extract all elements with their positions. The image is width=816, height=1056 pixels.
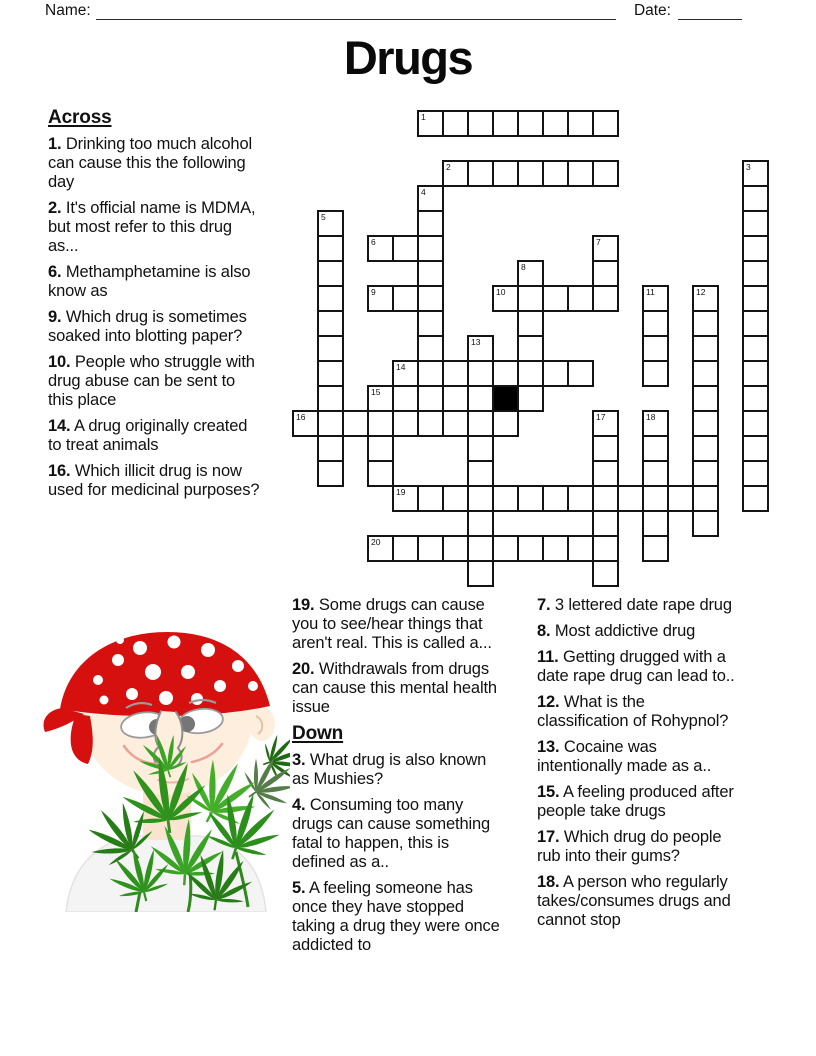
cell-number: 5 [321, 212, 326, 222]
grid-cell [392, 385, 419, 412]
grid-cell [742, 310, 769, 337]
cell-number: 14 [396, 362, 406, 372]
cell-number: 17 [596, 412, 606, 422]
grid-cell [642, 285, 669, 312]
cell-number: 7 [596, 237, 601, 247]
grid-cell [592, 460, 619, 487]
grid-cell [742, 360, 769, 387]
grid-cell [592, 110, 619, 137]
clue-text: What is the classification of Rohypnol? [537, 693, 729, 730]
grid-cell [442, 160, 469, 187]
grid-cell [417, 110, 444, 137]
clue-item [537, 693, 737, 731]
grid-cell [592, 510, 619, 537]
grid-cell [642, 485, 669, 512]
grid-cell [392, 360, 419, 387]
grid-cell [317, 435, 344, 462]
bottom-right-column [537, 596, 737, 937]
grid-cell [417, 260, 444, 287]
clue-number: 2. [48, 199, 62, 217]
grid-cell [517, 260, 544, 287]
page-title: Drugs [343, 31, 473, 84]
grid-cell [467, 510, 494, 537]
grid-cell [517, 160, 544, 187]
cell-number: 6 [371, 237, 376, 247]
cell-number: 1 [421, 112, 426, 122]
grid-cell [642, 310, 669, 337]
grid-cell [692, 285, 719, 312]
across-clues-bottom [292, 596, 504, 717]
down-clues-right [537, 596, 737, 930]
grid-cell [642, 410, 669, 437]
down-header: Down [292, 723, 344, 744]
clue-text: A feeling someone has once they have stopped taking a drug they were once addicted to [292, 879, 500, 954]
grid-cell [442, 410, 469, 437]
date-label: Date: [633, 2, 671, 19]
grid-cell [742, 260, 769, 287]
grid-cell [467, 560, 494, 587]
grid-cell [342, 410, 369, 437]
grid-cell [592, 560, 619, 587]
clue-item [537, 828, 737, 866]
clue-text: Methamphetamine is also know as [48, 263, 251, 300]
grid-cell [292, 410, 319, 437]
clue-number: 15. [537, 783, 560, 801]
clue-number: 3. [292, 751, 306, 769]
clue-text: Which drug is sometimes soaked into blotting paper? [48, 308, 247, 345]
grid-cell [517, 385, 544, 412]
clue-text: A drug originally created to treat animals [48, 417, 248, 454]
cell-number: 18 [646, 412, 656, 422]
clue-number: 1. [48, 135, 62, 153]
clue-text: Cocaine was intentionally made as a.. [537, 738, 712, 775]
clue-text: People who struggle with drug abuse can be sent to this place [48, 353, 255, 409]
grid-cell [317, 385, 344, 412]
clue-item [537, 648, 737, 686]
clue-text: Which drug do people rub into their gums? [537, 828, 722, 865]
grid-cell [542, 110, 569, 137]
grid-cell [467, 335, 494, 362]
grid-cell [642, 335, 669, 362]
clue-number: 13. [537, 738, 560, 756]
grid-cell [317, 210, 344, 237]
grid-cell [417, 410, 444, 437]
grid-cell [592, 435, 619, 462]
grid-cell [617, 485, 644, 512]
clue-number: 6. [48, 263, 62, 281]
grid-cell [542, 360, 569, 387]
clue-item [48, 308, 262, 346]
grid-cell [567, 485, 594, 512]
cell-number: 12 [696, 287, 706, 297]
grid-cell [692, 460, 719, 487]
name-label: Name: [45, 2, 91, 19]
grid-cell [592, 535, 619, 562]
grid-cell [442, 535, 469, 562]
grid-cell [417, 335, 444, 362]
grid-cell [742, 385, 769, 412]
grid-cell [492, 360, 519, 387]
grid-cell [592, 485, 619, 512]
grid-cell [417, 485, 444, 512]
grid-cell [317, 285, 344, 312]
boy-with-bandana-and-cannabis-illustration [40, 612, 290, 912]
clue-text: What drug is also known as Mushies? [292, 751, 487, 788]
clue-number: 7. [537, 596, 551, 614]
clue-number: 14. [48, 417, 71, 435]
clue-text: A feeling produced after people take drugs [537, 783, 734, 820]
grid-cell [417, 385, 444, 412]
grid-cell [492, 285, 519, 312]
grid-cell [392, 285, 419, 312]
cell-number: 3 [746, 162, 751, 172]
grid-cell [317, 360, 344, 387]
grid-cell [692, 310, 719, 337]
grid-cell [317, 260, 344, 287]
grid-cell [692, 385, 719, 412]
across-clues-left [48, 135, 262, 500]
clue-item [48, 417, 262, 455]
grid-cell [317, 460, 344, 487]
clue-text: Some drugs can cause you to see/hear things that aren't real. This is called a... [292, 596, 492, 652]
clue-number: 16. [48, 462, 71, 480]
grid-cell [592, 160, 619, 187]
grid-cell [642, 435, 669, 462]
grid-cell [467, 410, 494, 437]
grid-cell [517, 360, 544, 387]
clue-text: It's official name is MDMA, but most refer to this drug as... [48, 199, 256, 255]
clue-item [48, 135, 262, 192]
grid-cell [642, 510, 669, 537]
grid-cell [692, 410, 719, 437]
grid-cell [517, 535, 544, 562]
grid-cell [392, 410, 419, 437]
grid-cell [742, 185, 769, 212]
grid-cell [317, 235, 344, 262]
grid-cell [442, 360, 469, 387]
grid-cell [467, 435, 494, 462]
grid-cell [567, 110, 594, 137]
grid-cell [442, 110, 469, 137]
grid-cell [542, 160, 569, 187]
clue-text: Withdrawals from drugs can cause this mental health issue [292, 660, 497, 716]
grid-cell [467, 385, 494, 412]
grid-cell [467, 160, 494, 187]
grid-cell [492, 535, 519, 562]
grid-cell [567, 360, 594, 387]
cell-number: 16 [296, 412, 306, 422]
grid-cell [592, 410, 619, 437]
down-clues-middle [292, 751, 504, 955]
clue-item [292, 796, 504, 872]
grid-cell [742, 485, 769, 512]
grid-cell [492, 110, 519, 137]
grid-cell [542, 485, 569, 512]
grid-cell [567, 285, 594, 312]
grid-cell [417, 360, 444, 387]
clue-number: 11. [537, 648, 559, 666]
clue-number: 5. [292, 879, 306, 897]
grid-cell [417, 235, 444, 262]
date-blank-line [678, 4, 742, 20]
grid-cell [742, 285, 769, 312]
grid-cell [742, 160, 769, 187]
grid-cell [392, 235, 419, 262]
grid-cell [692, 435, 719, 462]
clue-item [48, 462, 262, 500]
clue-number: 17. [537, 828, 560, 846]
grid-cell [417, 310, 444, 337]
grid-cell [417, 285, 444, 312]
grid-cell [367, 535, 394, 562]
clue-text: Most addictive drug [550, 622, 696, 640]
clue-item [537, 873, 737, 930]
grid-cell [567, 535, 594, 562]
grid-cell [442, 385, 469, 412]
clue-item [292, 660, 504, 717]
grid-cell [417, 185, 444, 212]
grid-cell [467, 460, 494, 487]
clue-number: 10. [48, 353, 71, 371]
grid-cell [517, 485, 544, 512]
grid-cell [442, 485, 469, 512]
grid-cell [367, 385, 394, 412]
grid-cell [692, 510, 719, 537]
clue-item [537, 738, 737, 776]
grid-cell [367, 235, 394, 262]
grid-cell-black [492, 385, 519, 412]
grid-cell [367, 435, 394, 462]
grid-cell [517, 285, 544, 312]
cell-number: 19 [396, 487, 406, 497]
cell-number: 9 [371, 287, 376, 297]
grid-cell [392, 485, 419, 512]
grid-cell [317, 410, 344, 437]
clue-number: 4. [292, 796, 306, 814]
grid-cell [667, 485, 694, 512]
clue-item [537, 783, 737, 821]
grid-cell [692, 335, 719, 362]
cell-number: 2 [446, 162, 451, 172]
cell-number: 13 [471, 337, 481, 347]
grid-cell [467, 535, 494, 562]
name-blank-line [96, 4, 616, 20]
grid-cell [367, 285, 394, 312]
grid-cell [692, 485, 719, 512]
grid-cell [417, 535, 444, 562]
grid-cell [642, 535, 669, 562]
clue-item [48, 263, 262, 301]
grid-cell [642, 460, 669, 487]
cell-number: 10 [496, 287, 506, 297]
cell-number: 15 [371, 387, 381, 397]
grid-cell [692, 360, 719, 387]
clue-number: 12. [537, 693, 560, 711]
clue-item [537, 596, 737, 615]
grid-cell [542, 285, 569, 312]
grid-cell [392, 535, 419, 562]
bottom-middle-column [292, 596, 504, 962]
grid-cell [517, 110, 544, 137]
grid-cell [592, 235, 619, 262]
cell-number: 11 [646, 287, 655, 297]
clue-number: 9. [48, 308, 62, 326]
grid-cell [317, 310, 344, 337]
grid-cell [742, 335, 769, 362]
clue-number: 19. [292, 596, 315, 614]
clue-number: 8. [537, 622, 551, 640]
clue-item [537, 622, 737, 641]
clue-text: Which illicit drug is now used for medicinal purposes? [48, 462, 260, 499]
clue-text: Drinking too much alcohol can cause this the following day [48, 135, 252, 191]
clue-item [292, 751, 504, 789]
grid-cell [742, 410, 769, 437]
grid-cell [417, 210, 444, 237]
crossword-grid [292, 110, 771, 589]
grid-cell [467, 110, 494, 137]
grid-cell [492, 410, 519, 437]
grid-cell [592, 285, 619, 312]
grid-cell [542, 535, 569, 562]
grid-cell [367, 460, 394, 487]
grid-cell [467, 485, 494, 512]
cell-number: 4 [421, 187, 426, 197]
clue-text: Consuming too many drugs can cause something fatal to happen, this is defined as a.. [292, 796, 491, 871]
clue-text: Getting drugged with a date rape drug can lead to.. [537, 648, 735, 685]
grid-cell [592, 260, 619, 287]
clue-number: 20. [292, 660, 315, 678]
grid-cell [517, 335, 544, 362]
clue-text: A person who regularly takes/consumes drugs and cannot stop [537, 873, 731, 929]
grid-cell [642, 360, 669, 387]
grid-cell [567, 160, 594, 187]
worksheet-header [45, 2, 742, 20]
grid-cell [492, 160, 519, 187]
clue-item [48, 353, 262, 410]
clue-item [292, 879, 504, 955]
across-section [48, 108, 262, 507]
grid-cell [742, 235, 769, 262]
clue-number: 18. [537, 873, 560, 891]
grid-cell [742, 210, 769, 237]
clue-text: 3 lettered date rape drug [550, 596, 732, 614]
grid-cell [492, 485, 519, 512]
cell-number: 8 [521, 262, 526, 272]
grid-cell [742, 460, 769, 487]
right-ear-icon [249, 707, 275, 741]
grid-cell [367, 410, 394, 437]
grid-cell [317, 335, 344, 362]
grid-cell [742, 435, 769, 462]
grid-cell [467, 360, 494, 387]
clue-item [48, 199, 262, 256]
cell-number: 20 [371, 537, 381, 547]
grid-cell [517, 310, 544, 337]
clue-item [292, 596, 504, 653]
across-header: Across [48, 107, 112, 128]
